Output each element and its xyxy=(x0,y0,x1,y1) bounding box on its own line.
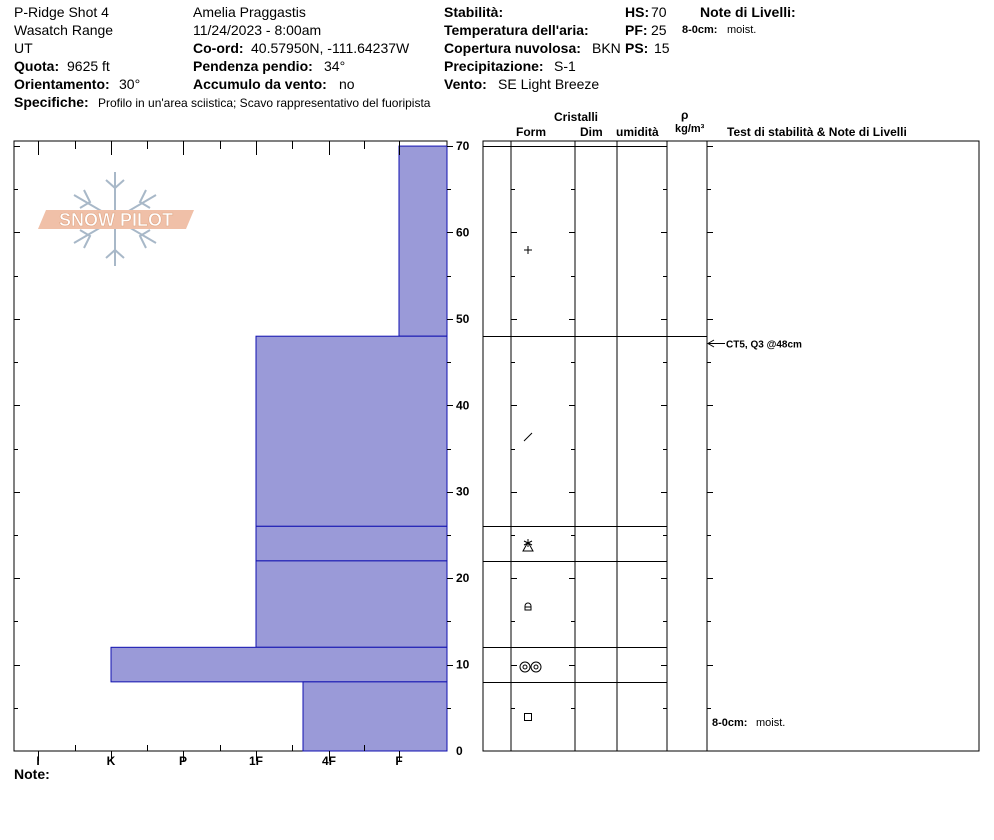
table-depth-ticks xyxy=(511,147,713,709)
hardness-label: F xyxy=(395,754,403,768)
elevation-label: Quota: xyxy=(14,58,60,74)
depth-label: 60 xyxy=(456,225,470,240)
hardness-bar-1 xyxy=(256,336,447,526)
cloud-value: BKN xyxy=(592,40,621,56)
coord-label: Co-ord: xyxy=(193,40,244,56)
hardness-label: K xyxy=(106,754,116,768)
coord-value: 40.57950N, -111.64237W xyxy=(251,40,410,56)
logo-text: SNOW PILOT xyxy=(59,210,173,230)
cloud-label: Copertura nuvolosa: xyxy=(444,40,581,56)
stability-notes-header: Test di stabilità & Note di Livelli xyxy=(727,125,907,139)
slope-label: Pendenza pendio: xyxy=(193,58,313,74)
grain-symbols xyxy=(520,246,541,721)
hs-value: 70 xyxy=(651,4,667,20)
ps-label: PS: xyxy=(625,40,649,56)
state-name: UT xyxy=(14,40,33,56)
humidity-header: umidità xyxy=(616,125,659,139)
aspect-value: 30° xyxy=(119,76,141,92)
crystal-table-frame xyxy=(483,141,979,751)
depth-label: 50 xyxy=(456,311,470,326)
hardness-label: 1F xyxy=(248,754,264,768)
depth-label: 30 xyxy=(456,484,470,499)
surface-hoar-icon xyxy=(523,539,533,551)
slope-value: 34° xyxy=(324,58,346,74)
dim-header: Dim xyxy=(580,125,603,139)
layer-note-text: moist. xyxy=(756,717,786,729)
wind-value: SE Light Breeze xyxy=(498,76,600,92)
air-temp-label: Temperatura dell'aria: xyxy=(444,22,589,38)
hardness-label: I xyxy=(36,754,40,768)
hardness-bar-5 xyxy=(303,682,447,751)
depth-label: 10 xyxy=(456,657,470,672)
specifics-label: Specifiche: xyxy=(14,94,89,110)
precip-label: Precipitazione: xyxy=(444,58,544,74)
note-label: Note: xyxy=(14,766,50,782)
hardness-axis-labels xyxy=(36,754,402,768)
observation-datetime: 11/24/2023 - 8:00am xyxy=(193,22,322,38)
density-unit-header: kg/m³ xyxy=(675,123,705,135)
form-header: Form xyxy=(516,125,546,139)
hardness-bar-2 xyxy=(256,526,447,561)
header-note-depth: 8-0cm: xyxy=(682,24,718,36)
layer-notes-label: Note di Livelli: xyxy=(700,4,796,20)
table-layer-lines xyxy=(483,147,707,683)
wind-load-value: no xyxy=(339,76,355,92)
snowpilot-logo xyxy=(38,172,194,266)
depth-label: 70 xyxy=(456,139,470,154)
aspect-label: Orientamento: xyxy=(14,76,110,92)
observer-name: Amelia Praggastis xyxy=(193,4,306,20)
header-note-text: moist. xyxy=(727,24,757,36)
stability-test-marker xyxy=(708,340,802,351)
wind-load-label: Accumulo da vento: xyxy=(193,76,327,92)
layer-note-depth: 8-0cm: xyxy=(712,717,748,729)
hs-label: HS: xyxy=(625,4,650,20)
depth-axis-labels xyxy=(456,139,470,758)
specifics-value: Profilo in un'area sciistica; Scavo rappresentativo del fuoripista xyxy=(98,96,431,110)
hardness-label: P xyxy=(178,754,188,768)
rounding-faceted-icon xyxy=(525,603,531,610)
pf-value: 25 xyxy=(651,22,667,38)
hardness-bar-3 xyxy=(256,561,447,647)
stability-test-result: CT5, Q3 @48cm xyxy=(726,339,802,351)
hardness-label: 4F xyxy=(321,754,337,768)
precip-value: S-1 xyxy=(554,58,576,74)
pf-label: PF: xyxy=(625,22,648,38)
site-name: P-Ridge Shot 4 xyxy=(14,4,109,20)
decomposing-fragments-icon xyxy=(524,433,532,441)
hardness-bars xyxy=(111,146,447,751)
elevation-value: 9625 ft xyxy=(67,58,110,74)
depth-label: 20 xyxy=(456,571,470,586)
stability-label: Stabilità: xyxy=(444,4,504,20)
melt-forms-icon xyxy=(520,662,541,672)
hardness-bar-0 xyxy=(399,146,447,336)
wind-label: Vento: xyxy=(444,76,487,92)
faceted-crystals-icon xyxy=(525,714,532,721)
hardness-bar-4 xyxy=(111,647,447,682)
depth-label: 40 xyxy=(456,398,470,413)
depth-label: 0 xyxy=(456,744,463,758)
crystals-header: Cristalli xyxy=(554,110,599,124)
precipitation-particles-icon xyxy=(524,246,532,254)
range-name: Wasatch Range xyxy=(14,22,114,38)
rho-header: ρ xyxy=(681,108,689,122)
ps-value: 15 xyxy=(654,40,670,56)
